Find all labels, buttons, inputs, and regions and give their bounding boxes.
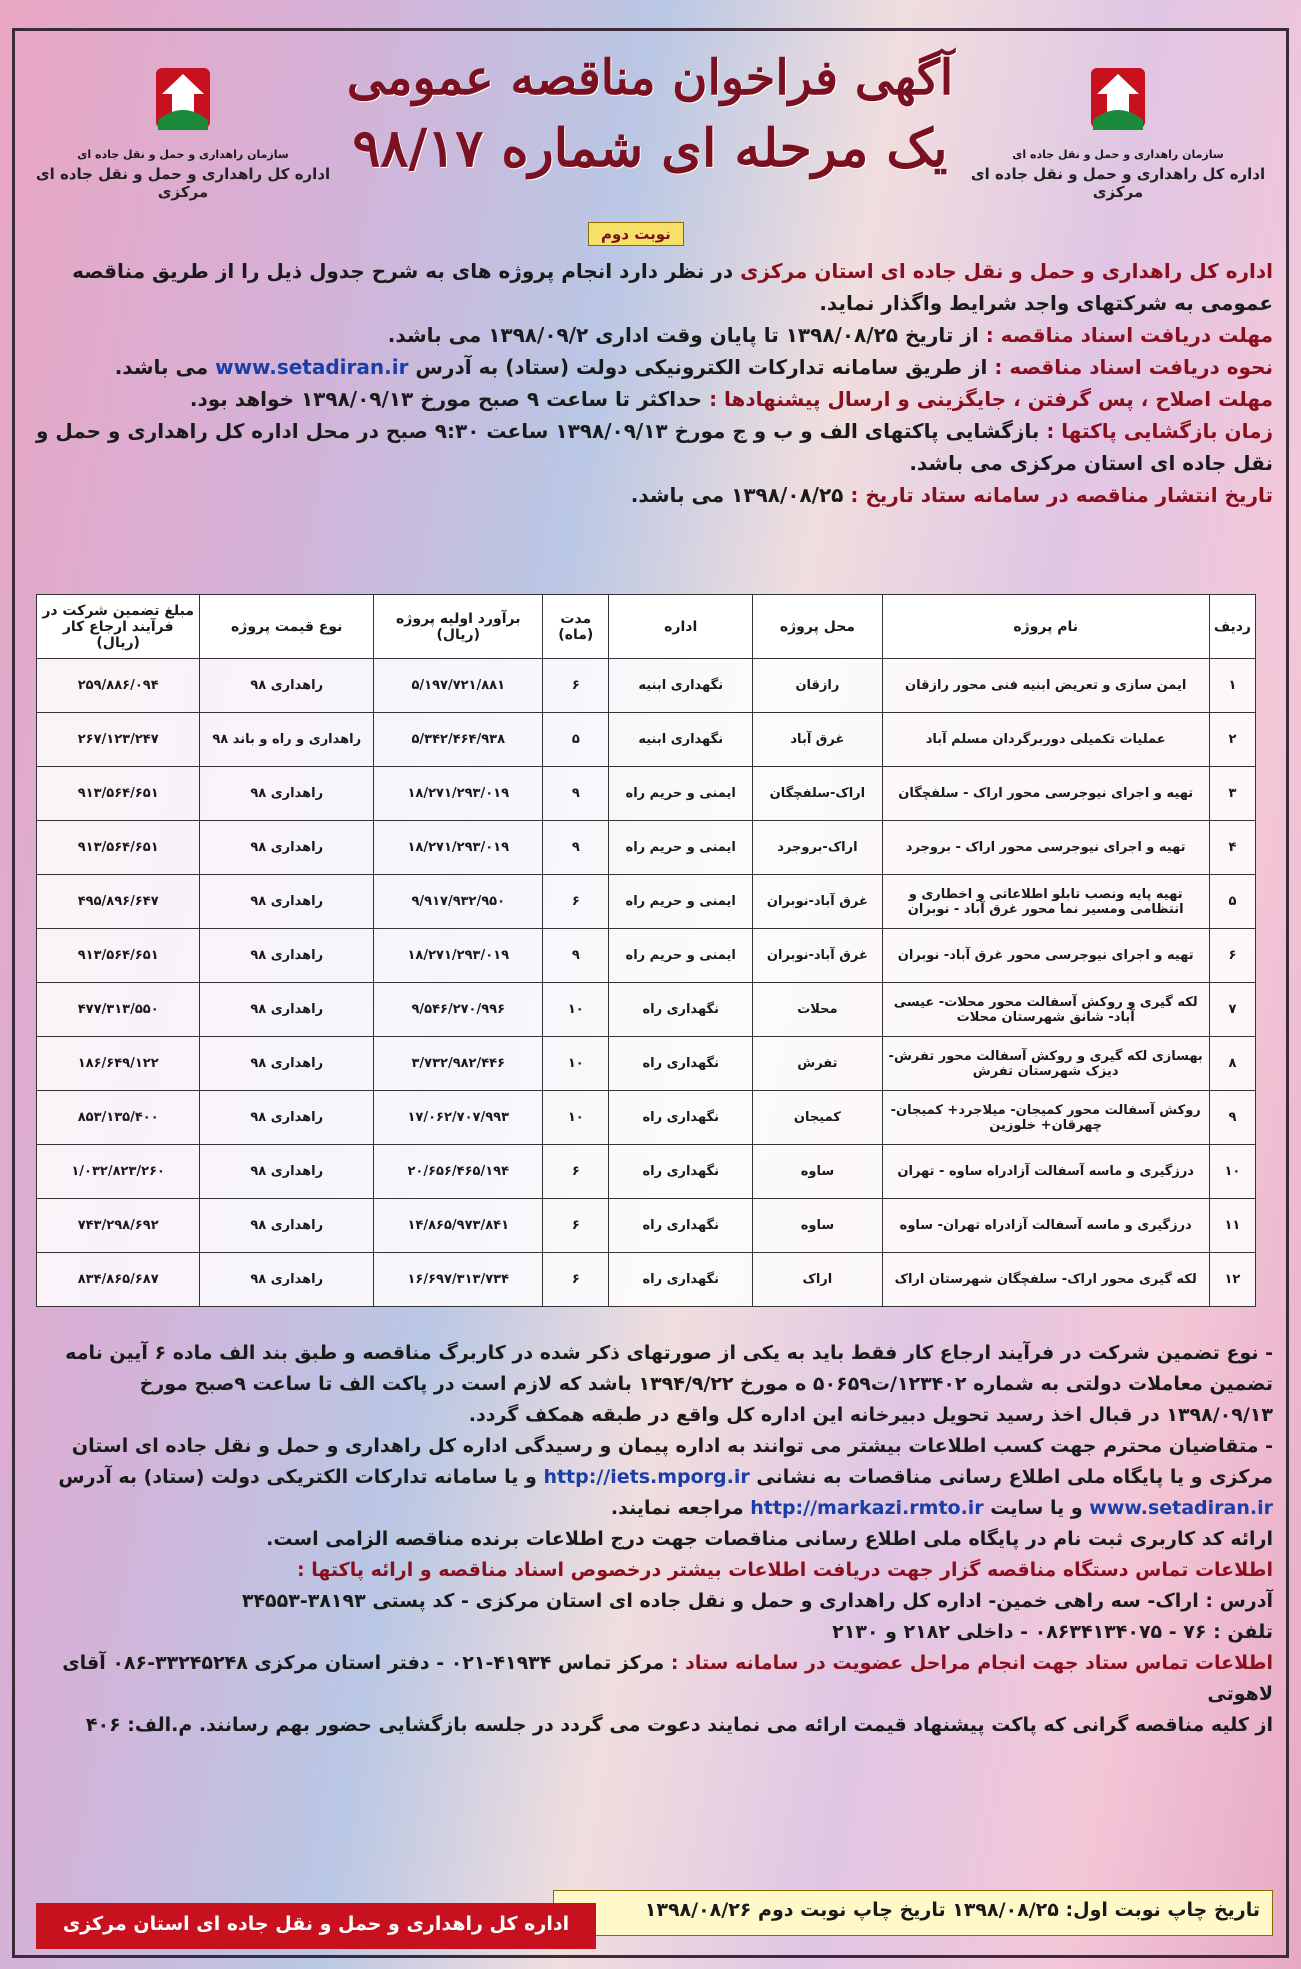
cell-price-type: راهداری ۹۸ (200, 929, 374, 983)
setad-link-2[interactable]: www.setadiran.ir (1089, 1497, 1273, 1519)
table-row (37, 767, 1256, 821)
cell-guarantee: ۹۱۳/۵۶۴/۶۵۱ (37, 767, 200, 821)
cell-guarantee: ۱۸۶/۶۴۹/۱۲۲ (37, 1037, 200, 1091)
intro-lead-text: در نظر دارد انجام پروژه های به شرح جدول ذیل را از طریق مناقصه عمومی به شرکتهای واجد شرایط واگذار نماید. (72, 259, 1273, 315)
cell-price-type: راهداری ۹۸ (200, 659, 374, 713)
cell-location: ساوه (753, 1145, 882, 1199)
cell-price-type: راهداری ۹۸ (200, 1199, 374, 1253)
cell-price-type: راهداری ۹۸ (200, 1253, 374, 1307)
cell-guarantee: ۸۳۴/۸۶۵/۶۸۷ (37, 1253, 200, 1307)
cell-department: نگهداری راه (609, 983, 753, 1037)
cell-guarantee: ۹۱۳/۵۶۴/۶۵۱ (37, 821, 200, 875)
cell-estimate: ۹/۹۱۷/۹۳۲/۹۵۰ (374, 875, 543, 929)
cell-duration: ۶ (543, 875, 609, 929)
cell-location: محلات (753, 983, 882, 1037)
info-note (28, 1431, 1273, 1524)
header-estimate: برآورد اولیه پروژه (ریال) (374, 595, 543, 659)
cell-no: ۸ (1209, 1037, 1255, 1091)
phone-line: تلفن : ۷۶ - ۰۸۶۳۴۱۳۴۰۷۵ - داخلی ۲۱۸۲ و ۲۱۳۰ (832, 1621, 1273, 1643)
publish-line (28, 479, 1273, 511)
logo-org-left: اداره کل راهداری و حمل و نقل جاده ای مرکزی (35, 165, 331, 201)
header-name: نام پروژه (882, 595, 1209, 659)
cell-location: اراک (753, 1253, 882, 1307)
cell-price-type: راهداری ۹۸ (200, 1037, 374, 1091)
guarantee-note: - نوع تضمین شرکت در فرآیند ارجاع کار فقط باید به یکی از صورتهای ذکر شده در کاربرگ مناقصه و طبق بند الف ماده ۶ آیین نامه تضمین معاملات دولتی به شماره ۱۲۳۴۰۲/ت۵۰۶۵۹ ه مورخ ۱۳۹۴/۹/۲۲ باشد که لازم است در پاکت الف تا ساعت ۹صبح مورخ ۱۳۹۸/۰۹/۱۳ در قبال اخذ رسید تحویل دبیرخانه این اداره کل واقع در طبقه همکف گردد. (65, 1342, 1273, 1426)
header-location: محل پروژه (753, 595, 882, 659)
cell-price-type: راهداری و راه و باند ۹۸ (200, 713, 374, 767)
cell-location: تفرش (753, 1037, 882, 1091)
logo-block-right (953, 60, 1283, 201)
opening-line (28, 415, 1273, 479)
cell-guarantee: ۲۵۹/۸۸۶/۰۹۴ (37, 659, 200, 713)
cell-estimate: ۱۷/۰۶۲/۷۰۷/۹۹۳ (374, 1091, 543, 1145)
cell-no: ۱۱ (1209, 1199, 1255, 1253)
cell-duration: ۵ (543, 713, 609, 767)
table-row (37, 875, 1256, 929)
registration-note: ارائه کد کاربری ثبت نام در پایگاه ملی اطلاع رسانی مناقصات جهت درج اطلاعات برنده مناقصه الزامی است. (266, 1528, 1273, 1550)
publish-text: ۱۳۹۸/۰۸/۲۵ می باشد. (630, 483, 851, 507)
cell-name: ایمن سازی و تعریض ابنیه فنی محور رازقان (882, 659, 1209, 713)
cell-name: لکه گیری محور اراک- سلفچگان شهرستان اراک (882, 1253, 1209, 1307)
header-no: ردیف (1209, 595, 1255, 659)
cell-no: ۲ (1209, 713, 1255, 767)
info-note-c: و یا سایت (983, 1497, 1090, 1519)
method-text: از طریق سامانه تدارکات الکترونیکی دولت (ستاد) به آدرس (408, 355, 995, 379)
cell-department: ایمنی و حریم راه (609, 929, 753, 983)
publish-label: تاریخ انتشار مناقصه در سامانه ستاد تاریخ : (850, 483, 1273, 507)
header-department: اداره (609, 595, 753, 659)
deadline-line (28, 319, 1273, 351)
cell-guarantee: ۹۱۳/۵۶۴/۶۵۱ (37, 929, 200, 983)
table-row (37, 1253, 1256, 1307)
method-label: نحوه دریافت اسناد مناقصه : (994, 355, 1273, 379)
notes-section (28, 1338, 1273, 1741)
submit-text: حداکثر تا ساعت ۹ صبح مورخ ۱۳۹۸/۰۹/۱۳ خواهد بود. (189, 387, 710, 411)
cell-location: اراک-بروجرد (753, 821, 882, 875)
rmto-logo-icon (138, 60, 228, 140)
cell-name: درزگیری و ماسه آسفالت آزادراه ساوه - تهران (882, 1145, 1209, 1199)
table-row (37, 1145, 1256, 1199)
setad-contact-label: اطلاعات تماس ستاد جهت انجام مراحل عضویت در سامانه ستاد : (670, 1652, 1273, 1674)
cell-no: ۶ (1209, 929, 1255, 983)
cell-location: رازقان (753, 659, 882, 713)
logo-caption-left: سازمان راهداری و حمل و نقل جاده ای (77, 148, 289, 161)
contact-heading: اطلاعات تماس دستگاه مناقصه گزار جهت دریافت اطلاعات بیشتر درخصوص اسناد مناقصه و ارائه پاکتها : (297, 1559, 1273, 1581)
cell-location: غرق آباد-نوبران (753, 929, 882, 983)
rmto-logo-icon (1073, 60, 1163, 140)
cell-name: لکه گیری و روکش آسفالت محور محلات- عیسی آباد- شانق شهرستان محلات (882, 983, 1209, 1037)
cell-price-type: راهداری ۹۸ (200, 767, 374, 821)
cell-estimate: ۲۰/۶۵۶/۴۶۵/۱۹۴ (374, 1145, 543, 1199)
setad-contact-text: مرکز تماس ۴۱۹۳۴-۰۲۱ - دفتر استان مرکزی ۳۳۲۴۵۲۴۸-۰۸۶ آقای لاهوتی (62, 1652, 1273, 1705)
header-guarantee: مبلغ تضمین شرکت در فرآیند ارجاع کار (ریال) (37, 595, 200, 659)
ad-subtitle: یک مرحله ای شماره ۹۸/۱۷ (352, 118, 948, 179)
cell-duration: ۶ (543, 659, 609, 713)
cell-no: ۱۰ (1209, 1145, 1255, 1199)
cell-guarantee: ۲۶۷/۱۲۳/۲۴۷ (37, 713, 200, 767)
table-row (37, 983, 1256, 1037)
table-row (37, 1037, 1256, 1091)
cell-duration: ۹ (543, 767, 609, 821)
cell-location: کمیجان (753, 1091, 882, 1145)
cell-duration: ۱۰ (543, 1091, 609, 1145)
cell-estimate: ۵/۳۴۲/۴۶۴/۹۳۸ (374, 713, 543, 767)
logo-org-right: اداره کل راهداری و حمل و نقل جاده ای مرکزی (970, 165, 1266, 201)
cell-estimate: ۳/۷۳۲/۹۸۲/۴۴۶ (374, 1037, 543, 1091)
table-header-row (37, 595, 1256, 659)
opening-text: بازگشایی پاکتهای الف و ب و ج مورخ ۱۳۹۸/۰۹/۱۳ ساعت ۹:۳۰ صبح در محل اداره کل راهداری و حمل و نقل جاده ای استان مرکزی می باشد. (35, 419, 1273, 475)
info-note-d: مراجعه نمایند. (610, 1497, 751, 1519)
header-duration: مدت (ماه) (543, 595, 609, 659)
cell-name: بهسازی لکه گیری و روکش آسفالت محور تفرش- دیزک شهرستان تفرش (882, 1037, 1209, 1091)
header-price-type: نوع قیمت پروژه (200, 595, 374, 659)
cell-duration: ۶ (543, 1253, 609, 1307)
intro-lead-org: اداره کل راهداری و حمل و نقل جاده ای استان مرکزی (740, 259, 1273, 283)
submit-label: مهلت اصلاح ، پس گرفتن ، جایگزینی و ارسال پیشنهادها : (709, 387, 1273, 411)
projects-table (36, 594, 1256, 1307)
cell-estimate: ۱۸/۲۷۱/۲۹۳/۰۱۹ (374, 767, 543, 821)
cell-department: نگهداری راه (609, 1199, 753, 1253)
cell-price-type: راهداری ۹۸ (200, 821, 374, 875)
cell-guarantee: ۴۹۵/۸۹۶/۶۴۷ (37, 875, 200, 929)
cell-duration: ۱۰ (543, 983, 609, 1037)
table-row (37, 929, 1256, 983)
cell-price-type: راهداری ۹۸ (200, 1145, 374, 1199)
cell-name: تهیه و اجرای نیوجرسی محور اراک - سلفچگان (882, 767, 1209, 821)
cell-location: غرق آباد (753, 713, 882, 767)
opening-label: زمان بازگشایی پاکتها : (1046, 419, 1273, 443)
ad-title: آگهی فراخوان مناقصه عمومی (346, 50, 954, 106)
cell-department: نگهداری راه (609, 1091, 753, 1145)
deadline-label: مهلت دریافت اسناد مناقصه : (985, 323, 1273, 347)
cell-name: درزگیری و ماسه آسفالت آزادراه تهران- ساوه (882, 1199, 1209, 1253)
cell-estimate: ۱۶/۶۹۷/۳۱۳/۷۳۴ (374, 1253, 543, 1307)
cell-price-type: راهداری ۹۸ (200, 875, 374, 929)
table-row (37, 1091, 1256, 1145)
cell-no: ۷ (1209, 983, 1255, 1037)
cell-price-type: راهداری ۹۸ (200, 983, 374, 1037)
cell-duration: ۶ (543, 1145, 609, 1199)
cell-department: ایمنی و حریم راه (609, 821, 753, 875)
intro-section (28, 255, 1273, 511)
cell-no: ۴ (1209, 821, 1255, 875)
table-row (37, 713, 1256, 767)
cell-name: تهیه و اجرای نیوجرسی محور اراک - بروجرد (882, 821, 1209, 875)
intro-lead (28, 255, 1273, 319)
deadline-text: از تاریخ ۱۳۹۸/۰۸/۲۵ تا پایان وقت اداری ۱۳۹۸/۰۹/۲ می باشد. (387, 323, 986, 347)
cell-department: نگهداری راه (609, 1253, 753, 1307)
cell-no: ۱۲ (1209, 1253, 1255, 1307)
cell-price-type: راهداری ۹۸ (200, 1091, 374, 1145)
logo-caption-right: سازمان راهداری و حمل و نقل جاده ای (1012, 148, 1224, 161)
info-note-b: و یا سامانه تدارکات الکتریکی دولت (ستاد) به آدرس (58, 1466, 544, 1488)
cell-department: نگهداری راه (609, 1145, 753, 1199)
cell-duration: ۶ (543, 1199, 609, 1253)
cell-department: نگهداری راه (609, 1037, 753, 1091)
table-row (37, 1199, 1256, 1253)
info-note-a: - متقاضیان محترم جهت کسب اطلاعات بیشتر می توانند به اداره پیمان و رسیدگی اداره کل راهداری و حمل و نقل جاده ای استان مرکزی و یا پایگاه ملی اطلاع رسانی مناقصات به نشانی (71, 1435, 1273, 1488)
cell-no: ۹ (1209, 1091, 1255, 1145)
cell-department: نگهداری ابنیه (609, 659, 753, 713)
logo-block-left (18, 60, 348, 201)
cell-estimate: ۵/۱۹۷/۷۲۱/۸۸۱ (374, 659, 543, 713)
cell-guarantee: ۴۷۷/۳۱۳/۵۵۰ (37, 983, 200, 1037)
rmto-link[interactable]: http://markazi.rmto.ir (750, 1497, 984, 1519)
cell-duration: ۹ (543, 821, 609, 875)
address-line: آدرس : اراک- سه راهی خمین- اداره کل راهداری و حمل و نقل جاده ای استان مرکزی - کد پستی ۳۸۱۹۳-۳۴۵۵۳ (241, 1590, 1273, 1612)
cell-department: ایمنی و حریم راه (609, 875, 753, 929)
print-dates: تاریخ چاپ نوبت اول: ۱۳۹۸/۰۸/۲۵ تاریخ چاپ نوبت دوم ۱۳۹۸/۰۸/۲۶ (553, 1890, 1273, 1936)
cell-department: نگهداری ابنیه (609, 713, 753, 767)
cell-no: ۱ (1209, 659, 1255, 713)
cell-guarantee: ۸۵۳/۱۳۵/۴۰۰ (37, 1091, 200, 1145)
cell-name: روکش آسفالت محور کمیجان- میلاجرد+ کمیجان- چهرقان+ خلوزین (882, 1091, 1209, 1145)
cell-name: عملیات تکمیلی دوربرگردان مسلم آباد (882, 713, 1209, 767)
cell-estimate: ۱۴/۸۶۵/۹۷۳/۸۴۱ (374, 1199, 543, 1253)
footer-org-bar: اداره کل راهداری و حمل و نقل جاده ای استان مرکزی (36, 1903, 596, 1949)
cell-no: ۳ (1209, 767, 1255, 821)
table-row (37, 659, 1256, 713)
cell-duration: ۹ (543, 929, 609, 983)
cell-location: اراک-سلفچگان (753, 767, 882, 821)
setad-link[interactable]: www.setadiran.ir (215, 355, 409, 379)
cell-estimate: ۹/۵۴۶/۲۷۰/۹۹۶ (374, 983, 543, 1037)
cell-guarantee: ۱/۰۳۲/۸۲۳/۲۶۰ (37, 1145, 200, 1199)
cell-no: ۵ (1209, 875, 1255, 929)
cell-guarantee: ۷۴۳/۲۹۸/۶۹۲ (37, 1199, 200, 1253)
method-end: می باشد. (114, 355, 216, 379)
cell-location: ساوه (753, 1199, 882, 1253)
cell-name: تهیه پایه ونصب تابلو اطلاعاتی و اخطاری و انتظامی ومسیر نما محور غرق آباد - نوبران (882, 875, 1209, 929)
method-line (28, 351, 1273, 383)
cell-estimate: ۱۸/۲۷۱/۲۹۳/۰۱۹ (374, 821, 543, 875)
cell-name: تهیه و اجرای نیوجرسی محور غرق آباد- نوبران (882, 929, 1209, 983)
table-row (37, 821, 1256, 875)
cell-location: غرق آباد-نوبران (753, 875, 882, 929)
cell-duration: ۱۰ (543, 1037, 609, 1091)
cell-department: ایمنی و حریم راه (609, 767, 753, 821)
setad-contact-line (28, 1648, 1273, 1710)
invite-note: از کلیه مناقصه گرانی که پاکت پیشنهاد قیمت ارائه می نمایند دعوت می گردد در جلسه بازگشایی حضور بهم رسانند. م.الف: ۴۰۶ (85, 1714, 1273, 1736)
round-badge: نوبت دوم (588, 222, 684, 246)
cell-estimate: ۱۸/۲۷۱/۲۹۳/۰۱۹ (374, 929, 543, 983)
iets-link[interactable]: http://iets.mporg.ir (543, 1466, 750, 1488)
submit-line (28, 383, 1273, 415)
